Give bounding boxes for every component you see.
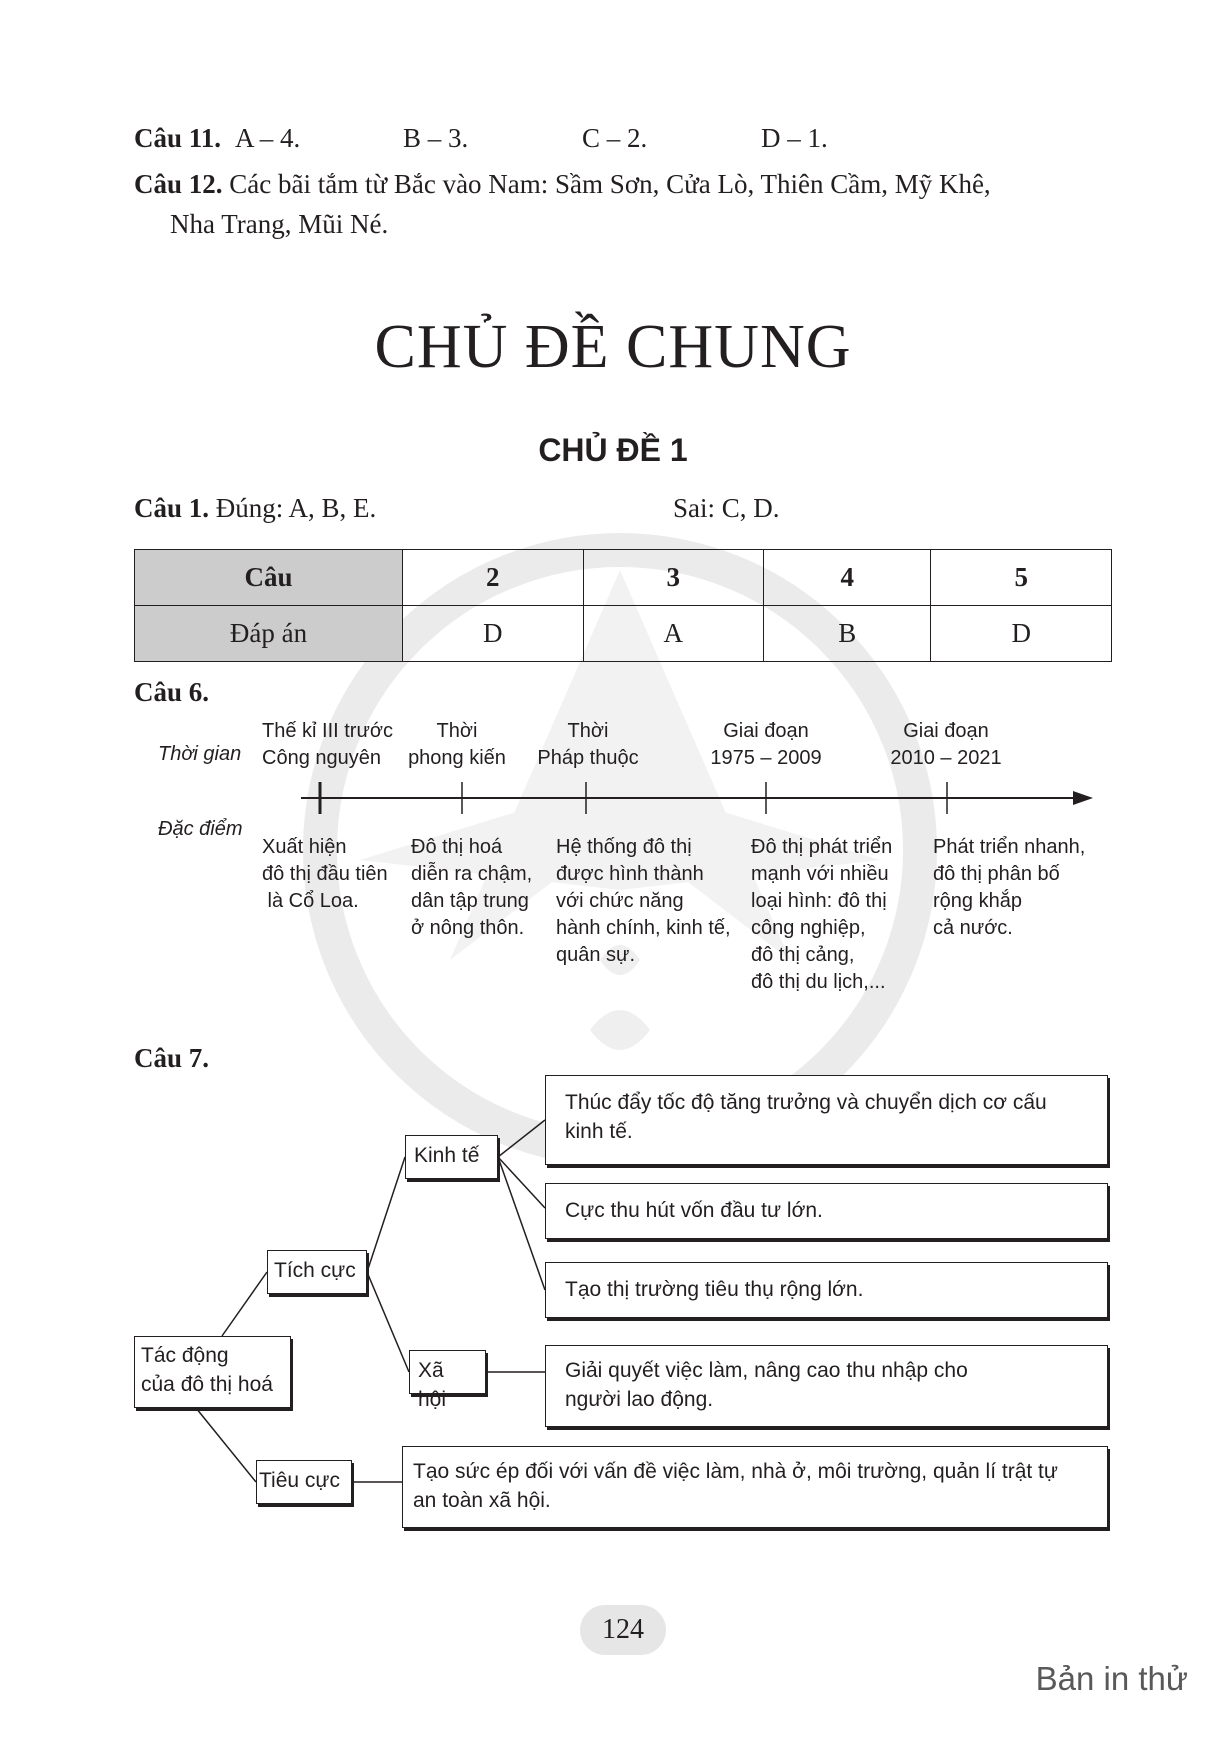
timeline-feature-4-line: đô thị cảng, xyxy=(751,944,855,966)
question-11-answer-a: A – 4. xyxy=(235,123,301,153)
mindmap-economy-item-1-line1: Thúc đẩy tốc độ tăng trưởng và chuyển dịch cơ cấu xyxy=(565,1091,1047,1114)
timeline-feature-3-line: hành chính, kinh tế, xyxy=(556,917,731,939)
timeline-feature-4-line: loại hình: đô thị xyxy=(751,890,887,912)
mindmap-society-item-line2: người lao động. xyxy=(565,1388,714,1411)
timeline-period-4-line2: 1975 – 2009 xyxy=(710,747,822,769)
timeline-feature-3-line: được hình thành xyxy=(556,863,704,885)
question-12-label: Câu 12. xyxy=(134,169,223,199)
table-cell-question: 4 xyxy=(764,550,931,606)
mindmap-economy-item-1 xyxy=(545,1075,1108,1165)
timeline-feature-3-line: Hệ thống đô thị xyxy=(556,836,692,858)
timeline-period-4-line1: Giai đoạn xyxy=(723,720,809,742)
table-cell-answer: D xyxy=(403,606,584,662)
timeline-period-2-line1: Thời xyxy=(436,720,478,742)
mindmap-society-item-line1: Giải quyết việc làm, nâng cao thu nhập cho xyxy=(565,1359,968,1382)
question-11-answer-c: C – 2. xyxy=(582,123,648,153)
timeline-time-label: Thời gian xyxy=(158,743,242,765)
timeline-feature-4-line: Đô thị phát triển xyxy=(751,836,893,858)
timeline-period-3-line2: Pháp thuộc xyxy=(537,747,639,769)
mindmap-economy-label: Kinh tế xyxy=(414,1144,480,1167)
timeline-feature-5-line: rộng khắp xyxy=(933,890,1022,912)
mindmap-root-line1: Tác động xyxy=(141,1344,229,1367)
timeline-feature-1-line: là Cổ Loa. xyxy=(262,890,359,912)
mindmap-economy-item-2-line1: Cực thu hút vốn đầu tư lớn. xyxy=(565,1199,823,1222)
timeline-feature-5-line: Phát triển nhanh, xyxy=(933,836,1086,858)
question-6-label-text: Câu 6. xyxy=(134,677,210,707)
timeline-feature-1-line: đô thị đầu tiên xyxy=(262,863,388,885)
mindmap-positive-label: Tích cực xyxy=(274,1259,356,1282)
timeline-period-2-line2: phong kiến xyxy=(408,747,506,769)
page-number: 124 xyxy=(580,1605,666,1655)
mindmap-negative-item-line2: an toàn xã hội. xyxy=(413,1489,551,1512)
mindmap-negative-item-line1: Tạo sức ép đối với vấn đề việc làm, nhà ở, môi trường, quản lí trật tự xyxy=(413,1460,1058,1483)
timeline-feature-4-line: công nghiệp, xyxy=(751,917,866,939)
question-7-label-text: Câu 7. xyxy=(134,1043,210,1073)
timeline-feature-label: Đặc điểm xyxy=(158,818,243,840)
timeline-feature-3-line: quân sự. xyxy=(556,944,635,966)
mindmap-economy-item-3-line1: Tạo thị trường tiêu thụ rộng lớn. xyxy=(565,1278,864,1301)
mindmap-economy-item-3 xyxy=(545,1262,1108,1318)
mindmap-society-label: Xã hội xyxy=(418,1359,447,1411)
timeline-period-1-line2: Công nguyên xyxy=(262,747,381,769)
question-1-label: Câu 1. xyxy=(134,493,210,523)
timeline-feature-5-line: đô thị phân bố xyxy=(933,863,1060,885)
question-11-answer-d: D – 1. xyxy=(761,123,828,153)
question-12-text-line1: Các bãi tắm từ Bắc vào Nam: Sầm Sơn, Cửa Lò, Thiên Cầm, Mỹ Khê, xyxy=(229,169,991,199)
timeline-feature-2-line: ở nông thôn. xyxy=(411,917,525,939)
table-cell-answer: B xyxy=(764,606,931,662)
mindmap-economy xyxy=(405,1135,498,1179)
table-cell-question: 3 xyxy=(583,550,764,606)
table-cell-question: 5 xyxy=(931,550,1112,606)
timeline-feature-2-line: diễn ra chậm, xyxy=(411,863,533,885)
timeline-feature-3-line: với chức năng xyxy=(556,890,684,912)
timeline-period-1-line1: Thế kỉ III trước xyxy=(262,720,393,742)
mindmap-positive xyxy=(267,1250,367,1294)
mindmap-society xyxy=(409,1350,486,1411)
mindmap-root-line2: của đô thị hoá xyxy=(141,1373,273,1396)
mindmap-negative xyxy=(256,1460,352,1504)
mindmap-society-item xyxy=(545,1345,1108,1427)
timeline-period-5-line2: 2010 – 2021 xyxy=(890,747,1002,769)
timeline-feature-1-line: Xuất hiện xyxy=(262,836,347,858)
table-header-question: Câu xyxy=(135,550,403,606)
timeline-feature-2-line: dân tập trung xyxy=(411,890,529,912)
table-cell-question: 2 xyxy=(403,550,584,606)
timeline-feature-4-line: đô thị du lịch,... xyxy=(751,971,886,993)
timeline-feature-2-line: Đô thị hoá xyxy=(411,836,503,858)
timeline-period-5-line1: Giai đoạn xyxy=(903,720,989,742)
question-1-correct: Đúng: A, B, E. xyxy=(215,493,377,523)
timeline-feature-5-line: cả nước. xyxy=(933,917,1013,939)
timeline-feature-4-line: mạnh với nhiều xyxy=(751,863,889,885)
topic-title: CHỦ ĐỀ 1 xyxy=(538,432,688,468)
mindmap-economy-item-1-line2: kinh tế. xyxy=(565,1120,633,1143)
question-11-label: Câu 11. xyxy=(134,123,222,153)
table-header-answer: Đáp án xyxy=(135,606,403,662)
question-1-wrong: Sai: C, D. xyxy=(673,493,780,523)
mindmap-economy-item-2 xyxy=(545,1183,1108,1239)
timeline-period-3-line1: Thời xyxy=(567,720,609,742)
question-12-text-line2: Nha Trang, Mũi Né. xyxy=(170,209,389,239)
question-11-answer-b: B – 3. xyxy=(403,123,469,153)
table-cell-answer: A xyxy=(583,606,764,662)
table-cell-answer: D xyxy=(931,606,1112,662)
mindmap-negative-item xyxy=(402,1446,1108,1528)
page-title: CHỦ ĐỀ CHUNG xyxy=(374,313,852,381)
mindmap-root xyxy=(134,1336,291,1408)
mindmap-negative-label: Tiêu cực xyxy=(259,1469,340,1492)
draft-label: Bản in thử xyxy=(1035,1660,1188,1697)
